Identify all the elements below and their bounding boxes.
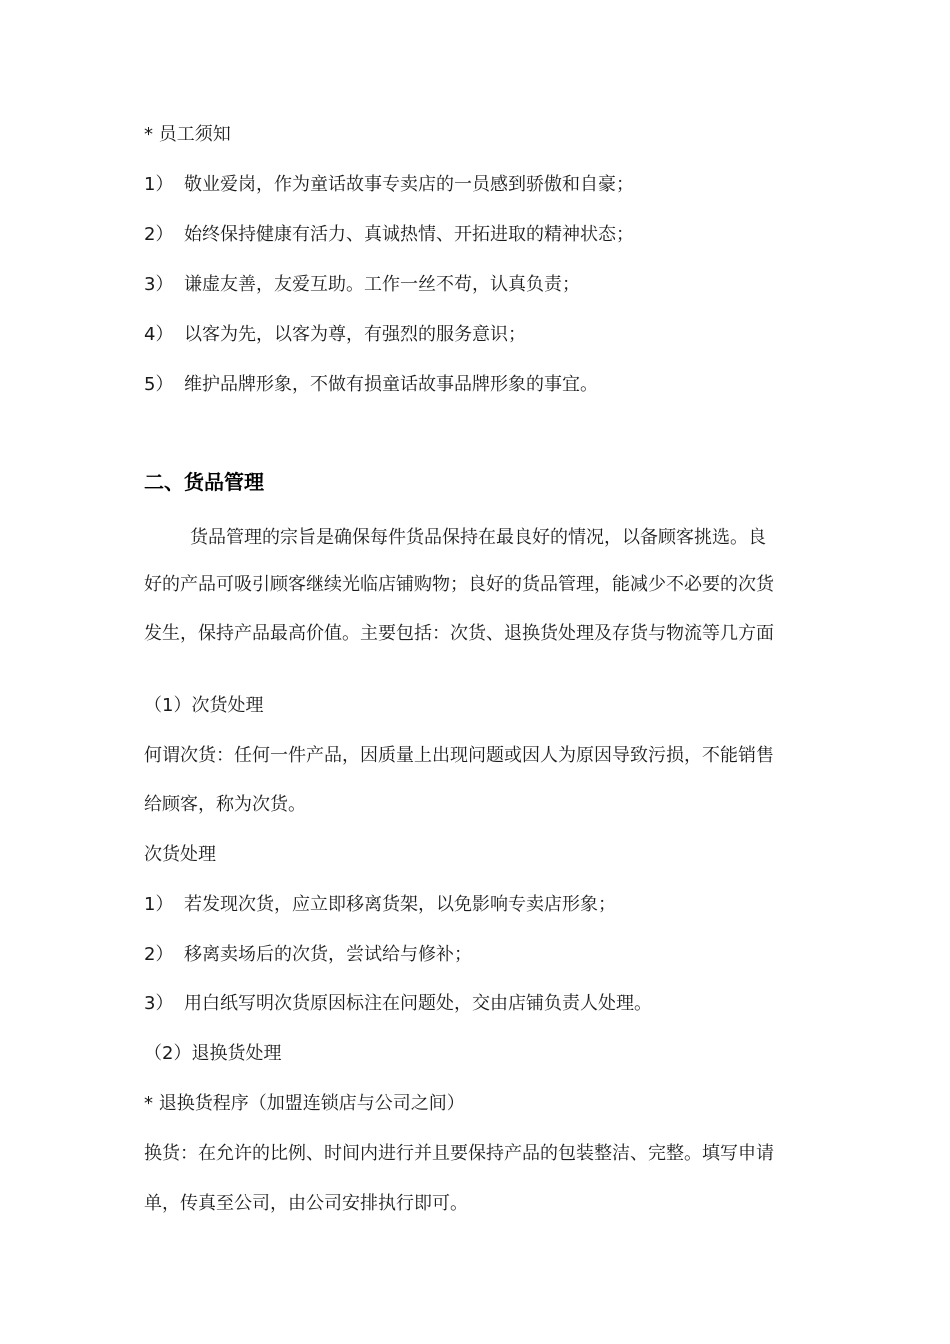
- item-number: 1）: [144, 894, 174, 915]
- staff-notice-item: [144, 273, 580, 297]
- staff-notice-item: [144, 323, 526, 347]
- item-text: 用白纸写明次货原因标注在问题处，交由店铺负责人处理。: [184, 993, 652, 1014]
- paragraph-line: 何谓次货：任何一件产品，因质量上出现问题或因人为原因导致污损，不能销售: [144, 745, 774, 766]
- item-number: 5）: [144, 374, 174, 395]
- item-text: 以客为先，以客为尊，有强烈的服务意识；: [184, 324, 526, 345]
- paragraph-line: 单，传真至公司，由公司安排执行即可。: [144, 1193, 468, 1214]
- paragraph-line: 换货：在允许的比例、时间内进行并且要保持产品的包装整洁、完整。填写申请: [144, 1143, 774, 1164]
- item-text: 始终保持健康有活力、真诚热情、开拓进取的精神状态；: [184, 224, 634, 245]
- defective-step: [144, 893, 616, 917]
- paragraph-line: 货品管理的宗旨是确保每件货品保持在最良好的情况，以备顾客挑选。良: [190, 527, 766, 548]
- item-number: 3）: [144, 993, 174, 1014]
- item-text: 维护品牌形象，不做有损童话故事品牌形象的事宜。: [184, 374, 598, 395]
- item-number: 1）: [144, 174, 174, 195]
- defective-step: [144, 943, 472, 967]
- section-heading: 二、货品管理: [144, 470, 264, 494]
- staff-notice-item: [144, 173, 634, 197]
- subsection-subtitle: 次货处理: [144, 844, 216, 865]
- item-text: 敬业爱岗，作为童话故事专卖店的一员感到骄傲和自豪；: [184, 174, 634, 195]
- procedure-title: * 退换货程序（加盟连锁店与公司之间）: [144, 1093, 465, 1114]
- item-number: 2）: [144, 944, 174, 965]
- paragraph-line: 好的产品可吸引顾客继续光临店铺购物；良好的货品管理，能减少不必要的次货: [144, 574, 774, 595]
- staff-notice-title: * 员工须知: [144, 124, 231, 145]
- item-number: 2）: [144, 224, 174, 245]
- staff-notice-item: [144, 373, 598, 397]
- item-text: 若发现次货，应立即移离货架，以免影响专卖店形象；: [184, 894, 616, 915]
- item-number: 3）: [144, 274, 174, 295]
- defective-step: [144, 992, 652, 1016]
- item-text: 谦虚友善，友爱互助。工作一丝不苟，认真负责；: [184, 274, 580, 295]
- paragraph-line: 发生，保持产品最高价值。主要包括：次货、退换货处理及存货与物流等几方面: [144, 623, 774, 644]
- paragraph-line: 给顾客，称为次货。: [144, 794, 306, 815]
- item-text: 移离卖场后的次货，尝试给与修补；: [184, 944, 472, 965]
- item-number: 4）: [144, 324, 174, 345]
- subsection-title: （1）次货处理: [144, 695, 264, 716]
- staff-notice-item: [144, 223, 634, 247]
- subsection-title: （2）退换货处理: [144, 1043, 282, 1064]
